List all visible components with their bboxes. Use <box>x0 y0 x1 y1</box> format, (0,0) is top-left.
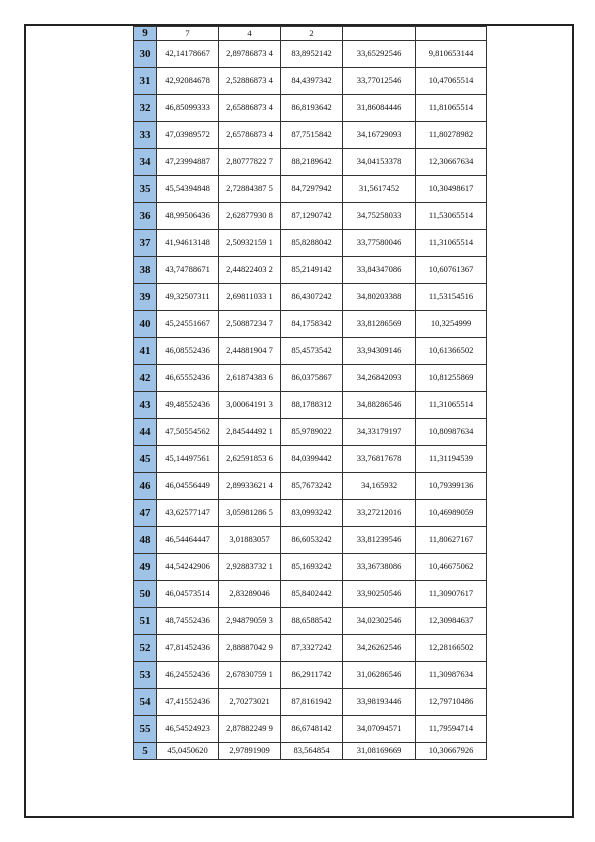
value-cell: 2,92883732 1 <box>219 554 281 581</box>
value-cell: 46,04556449 <box>157 473 219 500</box>
value-cell: 4 <box>219 27 281 41</box>
value-cell: 43,62577147 <box>157 500 219 527</box>
row-number-cell: 43 <box>134 392 157 419</box>
table-row <box>134 527 487 554</box>
value-cell: 47,81452436 <box>157 635 219 662</box>
value-cell: 10,81255869 <box>416 365 487 392</box>
row-number-cell: 42 <box>134 365 157 392</box>
value-cell: 11,79594714 <box>416 716 487 743</box>
value-cell: 2,83289046 <box>219 581 281 608</box>
row-number-cell: 53 <box>134 662 157 689</box>
table-row <box>134 581 487 608</box>
value-cell: 46,54524923 <box>157 716 219 743</box>
value-cell: 33,81286569 <box>343 311 416 338</box>
value-cell: 10,46675062 <box>416 554 487 581</box>
value-cell: 7 <box>157 27 219 41</box>
value-cell: 2,69811033 1 <box>219 284 281 311</box>
value-cell: 34,165932 <box>343 473 416 500</box>
value-cell: 84,4397342 <box>281 68 343 95</box>
value-cell: 31,06286546 <box>343 662 416 689</box>
value-cell: 47,03989572 <box>157 122 219 149</box>
value-cell: 2,94879059 3 <box>219 608 281 635</box>
value-cell: 86,2911742 <box>281 662 343 689</box>
row-number-cell: 39 <box>134 284 157 311</box>
table-row <box>134 257 487 284</box>
row-number-cell: 45 <box>134 446 157 473</box>
table-row <box>134 419 487 446</box>
table-row <box>134 68 487 95</box>
table-row <box>134 473 487 500</box>
table-row <box>134 27 487 41</box>
value-cell: 2,44881904 7 <box>219 338 281 365</box>
table-row <box>134 338 487 365</box>
value-cell: 49,48552436 <box>157 392 219 419</box>
value-cell: 31,08169669 <box>343 743 416 760</box>
row-number-cell: 40 <box>134 311 157 338</box>
value-cell: 43,74788671 <box>157 257 219 284</box>
value-cell: 85,4573542 <box>281 338 343 365</box>
value-cell: 87,7515842 <box>281 122 343 149</box>
value-cell: 2,84544492 1 <box>219 419 281 446</box>
table-row <box>134 176 487 203</box>
value-cell: 10,46989059 <box>416 500 487 527</box>
value-cell: 11,31065514 <box>416 392 487 419</box>
value-cell: 10,30498617 <box>416 176 487 203</box>
row-number-cell: 5 <box>134 743 157 760</box>
table-row <box>134 392 487 419</box>
value-cell: 34,04153378 <box>343 149 416 176</box>
value-cell: 2,80777822 7 <box>219 149 281 176</box>
value-cell: 3,01883057 <box>219 527 281 554</box>
value-cell: 12,30667634 <box>416 149 487 176</box>
value-cell: 34,26842093 <box>343 365 416 392</box>
value-cell: 2,61874383 6 <box>219 365 281 392</box>
value-cell: 11,30907617 <box>416 581 487 608</box>
value-cell: 10,30667926 <box>416 743 487 760</box>
row-number-cell: 50 <box>134 581 157 608</box>
table-row <box>134 365 487 392</box>
row-number-cell: 34 <box>134 149 157 176</box>
value-cell: 83,0993242 <box>281 500 343 527</box>
table-row <box>134 446 487 473</box>
value-cell: 2,52886873 4 <box>219 68 281 95</box>
value-cell: 2,89786873 4 <box>219 41 281 68</box>
value-cell: 33,77580046 <box>343 230 416 257</box>
table-row <box>134 41 487 68</box>
value-cell: 34,75258033 <box>343 203 416 230</box>
value-cell: 3,05981286 5 <box>219 500 281 527</box>
value-cell: 9,810653144 <box>416 41 487 68</box>
value-cell: 10,80987634 <box>416 419 487 446</box>
row-number-cell: 46 <box>134 473 157 500</box>
value-cell: 84,0399442 <box>281 446 343 473</box>
row-number-cell: 38 <box>134 257 157 284</box>
value-cell: 45,54394848 <box>157 176 219 203</box>
value-cell: 34,26262546 <box>343 635 416 662</box>
value-cell: 33,36738086 <box>343 554 416 581</box>
value-cell: 33,76817678 <box>343 446 416 473</box>
row-number-cell: 48 <box>134 527 157 554</box>
value-cell: 2,65886873 4 <box>219 95 281 122</box>
value-cell: 83,8952142 <box>281 41 343 68</box>
row-number-cell: 55 <box>134 716 157 743</box>
table-row <box>134 95 487 122</box>
value-cell: 2,87882249 9 <box>219 716 281 743</box>
value-cell: 33,98193446 <box>343 689 416 716</box>
value-cell: 2,67830759 1 <box>219 662 281 689</box>
row-number-cell: 54 <box>134 689 157 716</box>
value-cell: 31,86084446 <box>343 95 416 122</box>
value-cell: 46,85099333 <box>157 95 219 122</box>
value-cell <box>343 27 416 41</box>
row-number-cell: 41 <box>134 338 157 365</box>
value-cell: 46,08552436 <box>157 338 219 365</box>
value-cell: 46,04573514 <box>157 581 219 608</box>
value-cell: 10,79399136 <box>416 473 487 500</box>
row-number-cell: 9 <box>134 27 157 41</box>
table-row <box>134 284 487 311</box>
value-cell: 42,14178667 <box>157 41 219 68</box>
value-cell: 86,0375867 <box>281 365 343 392</box>
value-cell: 33,94309146 <box>343 338 416 365</box>
value-cell: 2,50932159 1 <box>219 230 281 257</box>
value-cell: 34,33179197 <box>343 419 416 446</box>
value-cell: 42,92084678 <box>157 68 219 95</box>
table-row <box>134 122 487 149</box>
table-row <box>134 716 487 743</box>
value-cell: 33,81239546 <box>343 527 416 554</box>
value-cell: 34,16729093 <box>343 122 416 149</box>
value-cell: 44,54242906 <box>157 554 219 581</box>
value-cell: 34,02302546 <box>343 608 416 635</box>
value-cell: 11,53154516 <box>416 284 487 311</box>
value-cell: 34,07094571 <box>343 716 416 743</box>
value-cell: 12,28166502 <box>416 635 487 662</box>
value-cell: 87,8161942 <box>281 689 343 716</box>
table-row <box>134 743 487 760</box>
value-cell: 2,44822403 2 <box>219 257 281 284</box>
table-row <box>134 662 487 689</box>
row-number-cell: 52 <box>134 635 157 662</box>
table-row <box>134 203 487 230</box>
table-row <box>134 500 487 527</box>
value-cell: 41,94613148 <box>157 230 219 257</box>
row-number-cell: 35 <box>134 176 157 203</box>
table-row <box>134 554 487 581</box>
value-cell: 47,41552436 <box>157 689 219 716</box>
value-cell: 85,2149142 <box>281 257 343 284</box>
value-cell: 48,74552436 <box>157 608 219 635</box>
table-row <box>134 689 487 716</box>
value-cell: 33,65292546 <box>343 41 416 68</box>
value-cell: 87,1290742 <box>281 203 343 230</box>
table-row <box>134 608 487 635</box>
value-cell: 10,61366502 <box>416 338 487 365</box>
value-cell: 46,65552436 <box>157 365 219 392</box>
value-cell: 85,1693242 <box>281 554 343 581</box>
value-cell: 47,50554562 <box>157 419 219 446</box>
data-table <box>133 26 487 760</box>
value-cell: 33,27212016 <box>343 500 416 527</box>
value-cell: 2,70273021 <box>219 689 281 716</box>
value-cell: 2,65786873 4 <box>219 122 281 149</box>
row-number-cell: 37 <box>134 230 157 257</box>
value-cell: 86,6053242 <box>281 527 343 554</box>
value-cell: 11,31065514 <box>416 230 487 257</box>
row-number-cell: 31 <box>134 68 157 95</box>
value-cell: 86,6748142 <box>281 716 343 743</box>
value-cell: 45,14497561 <box>157 446 219 473</box>
value-cell: 10,3254999 <box>416 311 487 338</box>
value-cell: 47,23994887 <box>157 149 219 176</box>
table-row <box>134 311 487 338</box>
value-cell: 11,80278982 <box>416 122 487 149</box>
value-cell: 45,0450620 <box>157 743 219 760</box>
value-cell: 48,99506436 <box>157 203 219 230</box>
value-cell: 45,24551667 <box>157 311 219 338</box>
value-cell: 3,00064191 3 <box>219 392 281 419</box>
table-row <box>134 149 487 176</box>
value-cell: 11,80627167 <box>416 527 487 554</box>
value-cell: 88,2189642 <box>281 149 343 176</box>
value-cell: 11,30987634 <box>416 662 487 689</box>
value-cell: 2,89933621 4 <box>219 473 281 500</box>
table-row <box>134 230 487 257</box>
row-number-cell: 36 <box>134 203 157 230</box>
row-number-cell: 47 <box>134 500 157 527</box>
row-number-cell: 32 <box>134 95 157 122</box>
value-cell: 10,60761367 <box>416 257 487 284</box>
value-cell: 83,564854 <box>281 743 343 760</box>
value-cell: 88,1788312 <box>281 392 343 419</box>
value-cell: 2,72884387 5 <box>219 176 281 203</box>
value-cell: 85,8402442 <box>281 581 343 608</box>
value-cell <box>416 27 487 41</box>
value-cell: 11,81065514 <box>416 95 487 122</box>
value-cell: 33,84347086 <box>343 257 416 284</box>
value-cell: 2,88887042 9 <box>219 635 281 662</box>
value-cell: 87,3327242 <box>281 635 343 662</box>
value-cell: 11,53065514 <box>416 203 487 230</box>
value-cell: 31,5617452 <box>343 176 416 203</box>
value-cell: 2 <box>281 27 343 41</box>
value-cell: 2,62591853 6 <box>219 446 281 473</box>
value-cell: 88,6588542 <box>281 608 343 635</box>
value-cell: 33,77012546 <box>343 68 416 95</box>
value-cell: 34,88286546 <box>343 392 416 419</box>
table-row <box>134 635 487 662</box>
row-number-cell: 49 <box>134 554 157 581</box>
value-cell: 2,50887234 7 <box>219 311 281 338</box>
row-number-cell: 51 <box>134 608 157 635</box>
value-cell: 85,9789022 <box>281 419 343 446</box>
value-cell: 2,62877930 8 <box>219 203 281 230</box>
value-cell: 85,8288042 <box>281 230 343 257</box>
value-cell: 85,7673242 <box>281 473 343 500</box>
value-cell: 12,30984637 <box>416 608 487 635</box>
value-cell: 84,1758342 <box>281 311 343 338</box>
row-number-cell: 33 <box>134 122 157 149</box>
value-cell: 46,24552436 <box>157 662 219 689</box>
value-cell: 49,32507311 <box>157 284 219 311</box>
row-number-cell: 30 <box>134 41 157 68</box>
value-cell: 11,31194539 <box>416 446 487 473</box>
value-cell: 34,80203388 <box>343 284 416 311</box>
value-cell: 86,8193642 <box>281 95 343 122</box>
row-number-cell: 44 <box>134 419 157 446</box>
value-cell: 33,90250546 <box>343 581 416 608</box>
value-cell: 10,47065514 <box>416 68 487 95</box>
value-cell: 86,4307242 <box>281 284 343 311</box>
value-cell: 84,7297942 <box>281 176 343 203</box>
value-cell: 12,79710486 <box>416 689 487 716</box>
value-cell: 46,54464447 <box>157 527 219 554</box>
value-cell: 2,97891909 <box>219 743 281 760</box>
